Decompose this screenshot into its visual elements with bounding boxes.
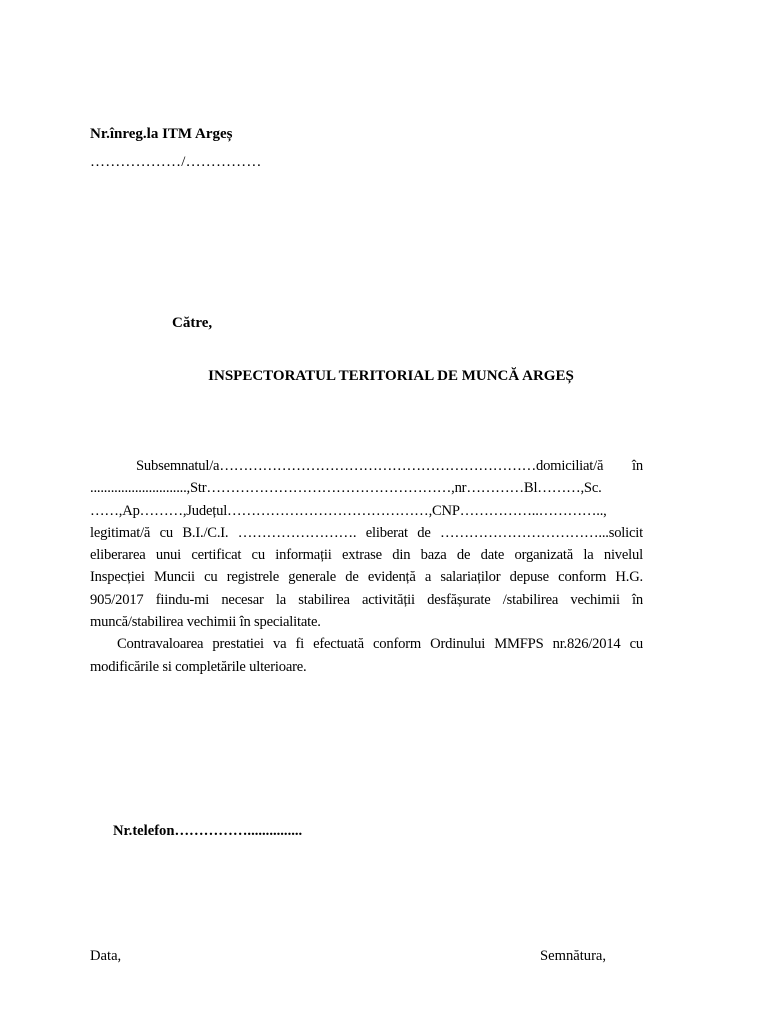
body-line: Subsemnatul/a…………………………………………………………domiciliat/ă în [136, 458, 643, 474]
body-line: 905/2017 fiindu-mi necesar la stabilirea activității desfășurate /stabilirea vechimii în [90, 591, 643, 608]
phone-number-field: Nr.telefon……………............... [113, 823, 303, 839]
body-line: eliberarea unui certificat cu informații extrase din baza de date organizată la nivelul [90, 547, 643, 564]
date-label: Data, [90, 948, 122, 964]
addressee-to-label: Către, [172, 315, 213, 331]
request-body [90, 455, 643, 678]
institution-name [0, 368, 768, 385]
body-line: ……,Ap………,Județul……………………………………,CNP……………..………….., [90, 502, 607, 519]
body-line: modificările si completările ulterioare. [90, 658, 307, 675]
registration-number-field: ………………/…………… [90, 154, 262, 170]
signature-label: Semnătura, [540, 948, 607, 964]
body-line: legitimat/ă cu B.I./C.I. ……………………. eliberat de ……………………………...solicit [90, 524, 643, 541]
body-line: muncă/stabilirea vechimii în specialitate. [90, 614, 321, 631]
registration-number-label: Nr.înreg.la ITM Argeș [90, 126, 233, 142]
body-line: Inspecției Muncii cu registrele generale de evidență a salariaților depuse conform H.G. [90, 569, 643, 586]
body-line: ............................,Str……………………………………………,nr…………Bl………,Sc. [90, 480, 602, 497]
institution-name-text: INSPECTORATUL TERITORIAL DE MUNCĂ ARGEȘ [208, 368, 574, 384]
body-line: Contravaloarea prestatiei va fi efectuată conform Ordinului MMFPS nr.826/2014 cu [117, 636, 643, 653]
